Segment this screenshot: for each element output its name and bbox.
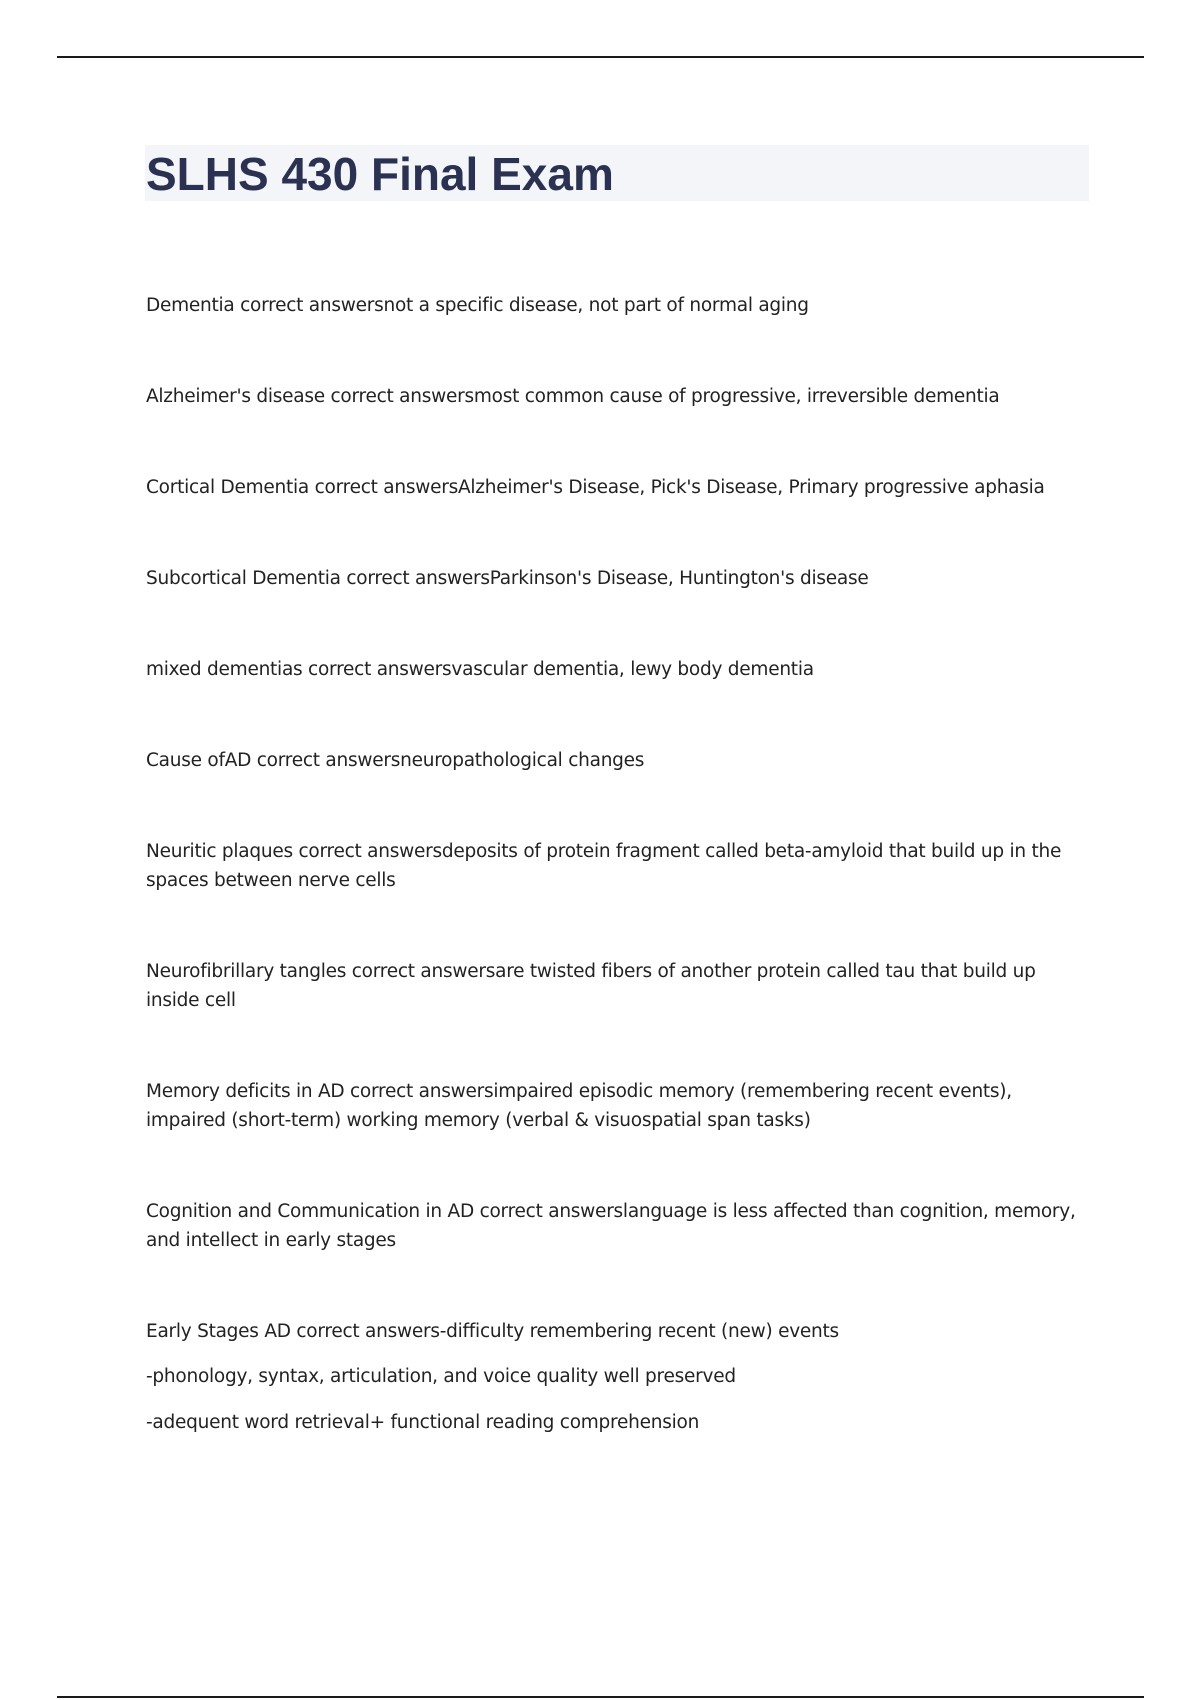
entry-neuritic-plaques — [146, 837, 1086, 895]
early-stages-subline: -adequent word retrieval+ functional reading comprehension — [146, 1412, 700, 1433]
entry-line: Memory deficits in AD correct answersimpaired episodic memory (remembering recent events), — [146, 1081, 1012, 1102]
entry-mixed-dementias — [146, 655, 1086, 684]
entry-line: spaces between nerve cells — [146, 870, 396, 891]
entry-line: Subcortical Dementia correct answersParkinson's Disease, Huntington's disease — [146, 568, 869, 589]
entry-line: Cognition and Communication in AD correct answerslanguage is less affected than cognition, memory, — [146, 1201, 1076, 1222]
entry-dementia — [146, 291, 1086, 320]
footer-rule — [57, 1696, 1144, 1698]
entry-line: Alzheimer's disease correct answersmost common cause of progressive, irreversible dementia — [146, 386, 1000, 407]
entry-line: impaired (short-term) working memory (verbal & visuospatial span tasks) — [146, 1110, 811, 1131]
entry-line: mixed dementias correct answersvascular dementia, lewy body dementia — [146, 659, 814, 680]
early-stages-subline: -phonology, syntax, articulation, and voice quality well preserved — [146, 1366, 736, 1387]
header-rule — [57, 56, 1144, 58]
entry-cortical-dementia — [146, 473, 1086, 502]
entry-cause-of-ad — [146, 746, 1086, 775]
entry-early-stages-ad — [146, 1317, 1086, 1346]
entry-neurofibrillary-tangles — [146, 957, 1086, 1015]
entry-line: Cortical Dementia correct answersAlzheimer's Disease, Pick's Disease, Primary progressive aphasia — [146, 477, 1045, 498]
entry-alzheimers-disease — [146, 382, 1086, 411]
entry-memory-deficits — [146, 1077, 1086, 1135]
entry-line: Early Stages AD correct answers-difficulty remembering recent (new) events — [146, 1321, 839, 1342]
entry-line: Cause ofAD correct answersneuropathological changes — [146, 750, 645, 771]
entry-line: Neuritic plaques correct answersdeposits of protein fragment called beta-amyloid that build up in the — [146, 841, 1062, 862]
entry-line: Neurofibrillary tangles correct answersare twisted fibers of another protein called tau that build up — [146, 961, 1036, 982]
entry-line: and intellect in early stages — [146, 1230, 396, 1251]
entry-line: Dementia correct answersnot a specific disease, not part of normal aging — [146, 295, 809, 316]
entry-line: inside cell — [146, 990, 236, 1011]
entry-cognition-communication — [146, 1197, 1086, 1255]
page-title: SLHS 430 Final Exam — [146, 148, 614, 200]
entry-subcortical-dementia — [146, 564, 1086, 593]
